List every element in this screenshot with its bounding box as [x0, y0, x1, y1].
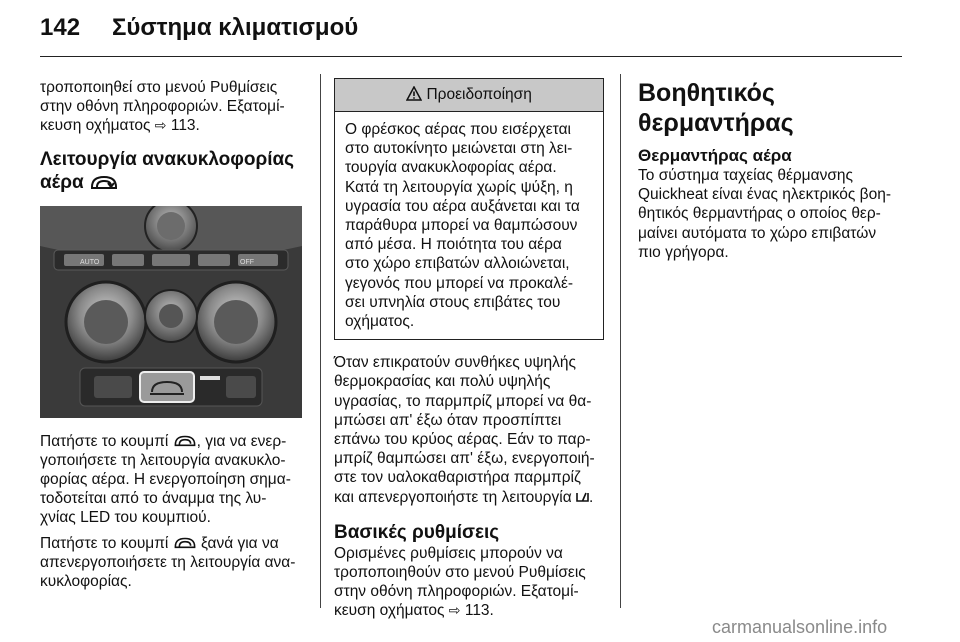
- warning-title: Προειδοποίηση: [426, 86, 532, 103]
- watermark: carmanualsonline.info: [712, 617, 888, 637]
- air-recirculation-icon: [173, 434, 197, 447]
- page-number: 142: [40, 14, 81, 41]
- page-ref: 113.: [464, 602, 494, 620]
- page-reference-arrow-icon: ⇨: [154, 117, 167, 134]
- warning-triangle-icon: [406, 86, 422, 101]
- column-divider-1: [320, 74, 321, 608]
- section-heading-basic-settings: Βασικές ρυθμίσεις: [334, 521, 500, 543]
- warning-box: [334, 78, 604, 340]
- basic-settings-paragraph: Ορισμένες ρυθμίσεις μπορούν να τροποποιηθούν στο μενού Ρυθμίσεις στην οθόνη πληροφοριών. Εξατομί- κευση οχήματος ⇨ 113.: [334, 544, 586, 620]
- page-header: [40, 14, 900, 44]
- header-rule: [40, 56, 902, 57]
- column-2: [334, 78, 606, 621]
- climate-control-panel-photo: [40, 206, 302, 418]
- subheading-air-heater: Θερμαντήρας αέρα: [638, 146, 792, 165]
- intro-paragraph: τροποποιηθεί στο μενού Ρυθμίσεις στην οθόνη πληροφοριών. Εξατομί- κευση οχήματος ⇨ 113.: [40, 79, 285, 135]
- instruction-deactivate: Πατήστε το κουμπί ξανά για να απενεργοποιήσετε τη λειτουργία ανα- κυκλοφορίας.: [40, 534, 296, 591]
- warning-text: Ο φρέσκος αέρας που εισέρχεται στο αυτοκίνητο μειώνεται στη λει- τουργία ανακυκλοφορίας αέρα. Κατά τη λειτουργία χωρίς ψύξη, η υγρασία του αέρα αυξάνεται και τα παράθυρα μπορεί να θαμπώσουν από μέσα. Η ποιότητα του αέρα στο χώρο επιβατών αλλοιώνεται, γεγονός που μπορεί να προκαλέ- σει υπνηλία στους επιβάτες του οχήματος.: [345, 121, 580, 331]
- column-3: [638, 78, 908, 262]
- page-title: Σύστημα κλιματισμού: [112, 14, 359, 41]
- column-1: [40, 78, 308, 591]
- section-heading-auxiliary-heater: Βοηθητικός θερμαντήρας: [638, 79, 794, 137]
- warning-header: [335, 79, 603, 112]
- fogging-paragraph: Όταν επικρατούν συνθήκες υψηλής θερμοκρασίας και πολύ υψηλής υγρασίας, το παρμπρίζ μπορεί να θα- μπώσει απ' έξω όταν προσπίπτει επάνω του κρύος αέρας. Εάν το παρ- μπρίζ θαμπώσει απ' έξω, ενεργοποιή- στε τον υαλοκαθαριστήρα παρμπρίζ και απενεργοποιήστε τη λειτουργία .: [334, 354, 595, 506]
- windshield-wiper-icon: [576, 490, 589, 503]
- air-recirculation-icon: [173, 536, 197, 549]
- section-heading-recirculation: Λειτουργία ανακυκλοφορίας αέρα: [40, 148, 295, 193]
- page-ref: 113.: [170, 117, 200, 135]
- instruction-activate: Πατήστε το κουμπί , για να ενερ- γοποιήσετε τη λειτουργία ανακυκλο- φορίας αέρα. Η ενεργοποίηση σημα- τοδοτείται από το άναμμα της λυ- χνίας LED του κουμπιού.: [40, 432, 291, 527]
- air-heater-paragraph: Το σύστημα ταχείας θέρμανσης Quickheat είναι ένας ηλεκτρικός βοη- θητικός θερμαντήρας ο οποίος θερ- μαίνει αυτόματα το χώρο επιβατών πιο γρήγορα.: [638, 167, 891, 261]
- page-reference-arrow-icon: ⇨: [448, 602, 461, 619]
- off-label: OFF: [240, 258, 254, 266]
- auto-label: AUTO: [80, 258, 100, 266]
- column-divider-2: [620, 74, 621, 608]
- air-recirculation-icon: [89, 174, 119, 190]
